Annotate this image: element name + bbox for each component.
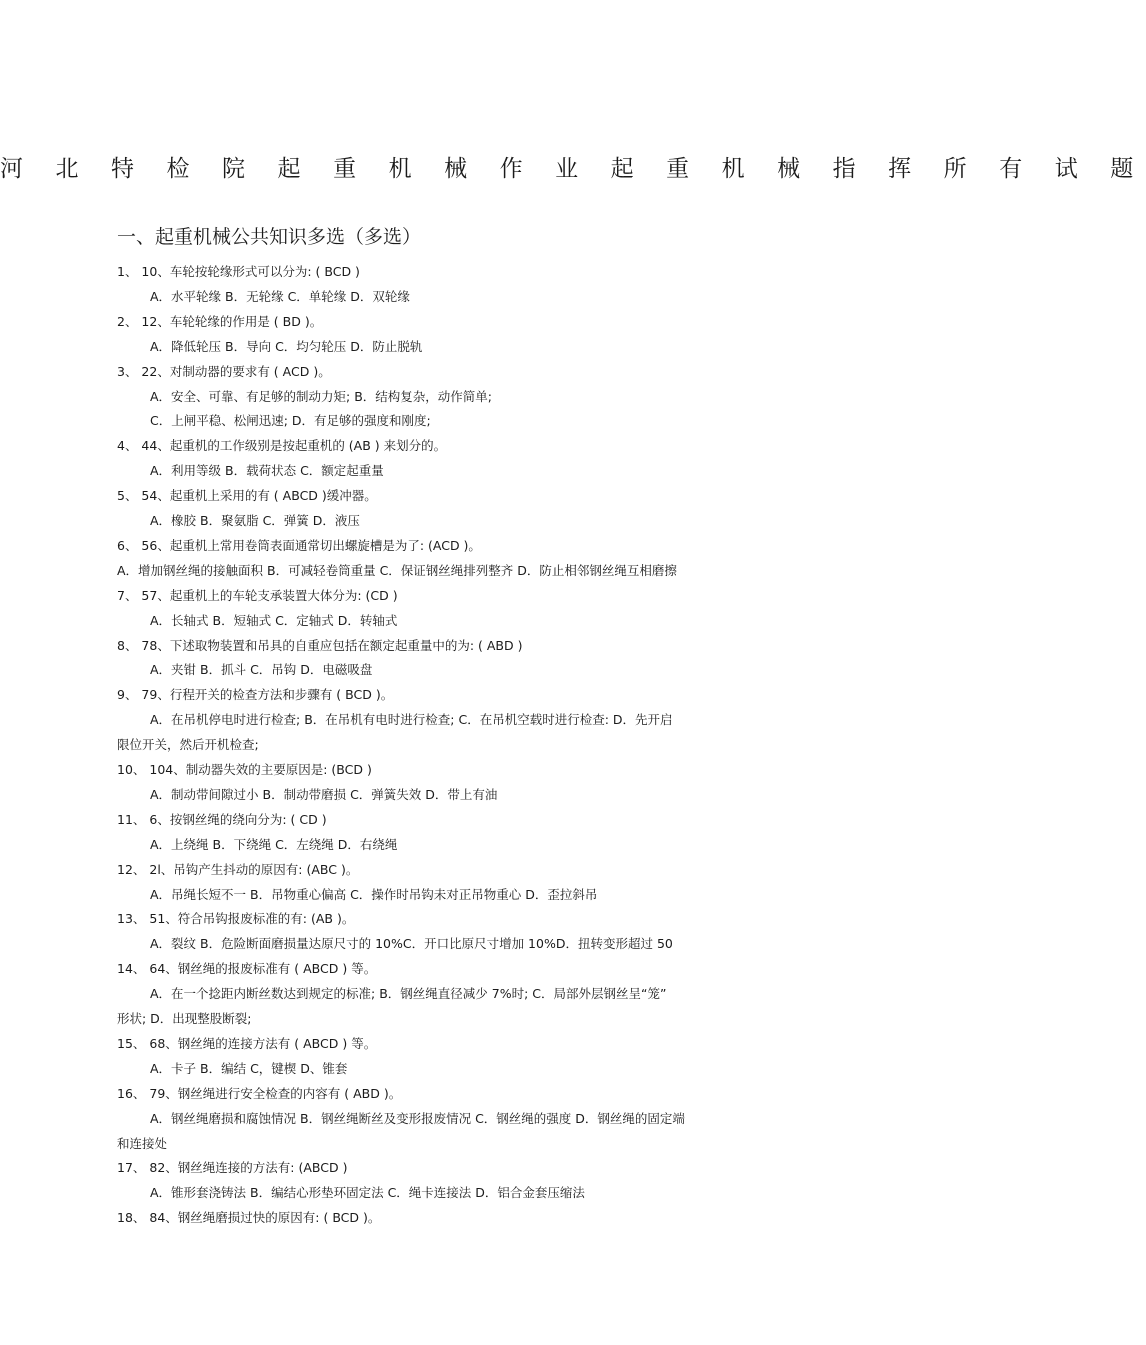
question-stem: 6、 56、起重机上常用卷筒表面通常切出螺旋槽是为了: (ACD )。 <box>117 537 481 553</box>
question-stem: 4、 44、起重机的工作级别是按起重机的 (AB ) 来划分的。 <box>117 438 447 454</box>
question-options: A．制动带间隙过小 B．制动带磨损 C．弹簧失效 D．带上有油 <box>150 786 498 802</box>
question-options: A．长轴式 B．短轴式 C．定轴式 D．转轴式 <box>150 612 398 628</box>
question-options: A．吊绳长短不一 B．吊物重心偏高 C．操作时吊钩未对正吊物重心 D．歪拉斜吊 <box>150 886 598 902</box>
question-options: A．安全、可靠、有足够的制动力矩; B．结构复杂，动作简单; <box>150 388 493 404</box>
question-options: A．利用等级 B．载荷状态 C．额定起重量 <box>150 463 384 479</box>
question-options: 限位开关，然后开机检查; <box>117 737 259 753</box>
question-options: A．裂纹 B．危险断面磨损量达原尺寸的 10%C．开口比原尺寸增加 10%D．扭转变形超过 50 <box>150 936 673 952</box>
question-stem: 13、 51、符合吊钩报废标准的有: (AB )。 <box>117 911 355 927</box>
question-options: A．钢丝绳磨损和腐蚀情况 B．钢丝绳断丝及变形报废情况 C．钢丝绳的强度 D．钢丝绳的固定端 <box>150 1110 685 1126</box>
question-options: A．橡胶 B．聚氨脂 C．弹簧 D．液压 <box>150 513 360 528</box>
question-stem: 17、 82、钢丝绳连接的方法有: (ABCD ) <box>117 1160 348 1176</box>
question-stem: 5、 54、起重机上采用的有 ( ABCD )缓冲器。 <box>117 488 377 504</box>
question-options: A．在一个捻距内断丝数达到规定的标准; B．钢丝绳直径减少 7%时; C．局部外层钢丝呈“笼” <box>150 986 667 1002</box>
question-options: A．水平轮缘 B．无轮缘 C．单轮缘 D．双轮缘 <box>150 288 410 304</box>
question-options: A．上绕绳 B．下绕绳 C．左绕绳 D．右绕绳 <box>150 836 398 852</box>
question-stem: 7、 57、起重机上的车轮支承装置大体分为: (CD ) <box>117 587 398 603</box>
document-title: 河 北 特 检 院 起 重 机 械 作 业 起 重 机 械 指 挥 所 有 试 题 <box>0 156 1146 182</box>
question-stem: 9、 79、行程开关的检查方法和步骤有 ( BCD )。 <box>117 687 394 703</box>
question-stem: 2、 12、车轮轮缘的作用是 ( BD )。 <box>117 313 323 329</box>
question-stem: 18、 84、钢丝绳磨损过快的原因有: ( BCD )。 <box>117 1210 381 1226</box>
question-stem: 8、 78、下述取物装置和吊具的自重应包括在额定起重量中的为: ( ABD ) <box>117 637 523 653</box>
question-stem: 12、 2l、吊钩产生抖动的原因有: (ABC )。 <box>117 861 359 877</box>
question-options: C．上闸平稳、松闸迅速; D．有足够的强度和刚度; <box>150 413 431 429</box>
question-options: A．增加钢丝绳的接触面积 B．可减轻卷筒重量 C．保证钢丝绳排列整齐 D．防止相邻钢丝绳互相磨擦 <box>117 562 677 578</box>
question-options: A．锥形套浇铸法 B．编结心形垫环固定法 C．绳卡连接法 D．铝合金套压缩法 <box>150 1185 585 1201</box>
question-options: A．夹钳 B．抓斗 C．吊钩 D．电磁吸盘 <box>150 662 373 678</box>
question-stem: 3、 22、对制动器的要求有 ( ACD )。 <box>117 363 331 379</box>
question-options: 形状; D．出现整股断裂; <box>117 1011 252 1026</box>
question-stem: 14、 64、钢丝绳的报废标准有 ( ABCD ) 等。 <box>117 961 377 977</box>
question-stem: 10、 104、制动器失效的主要原因是: (BCD ) <box>117 762 372 777</box>
question-stem: 11、 6、按钢丝绳的绕向分为: ( CD ) <box>117 811 327 827</box>
question-stem: 16、 79、钢丝绳进行安全检查的内容有 ( ABD )。 <box>117 1085 402 1101</box>
question-options: A．在吊机停电时进行检查; B．在吊机有电时进行检查; C．在吊机空载时进行检查: D．先开启 <box>150 712 673 728</box>
question-options: 和连接处 <box>117 1135 168 1151</box>
question-options: A．卡子 B．编结 C，键楔 D、锥套 <box>150 1060 348 1076</box>
question-stem: 1、 10、车轮按轮缘形式可以分为: ( BCD ) <box>117 264 360 279</box>
section-heading: 一、起重机械公共知识多选（多选） <box>117 226 422 248</box>
question-stem: 15、 68、钢丝绳的连接方法有 ( ABCD ) 等。 <box>117 1035 377 1051</box>
question-options: A．降低轮压 B．导向 C．均匀轮压 D．防止脱轨 <box>150 338 423 354</box>
